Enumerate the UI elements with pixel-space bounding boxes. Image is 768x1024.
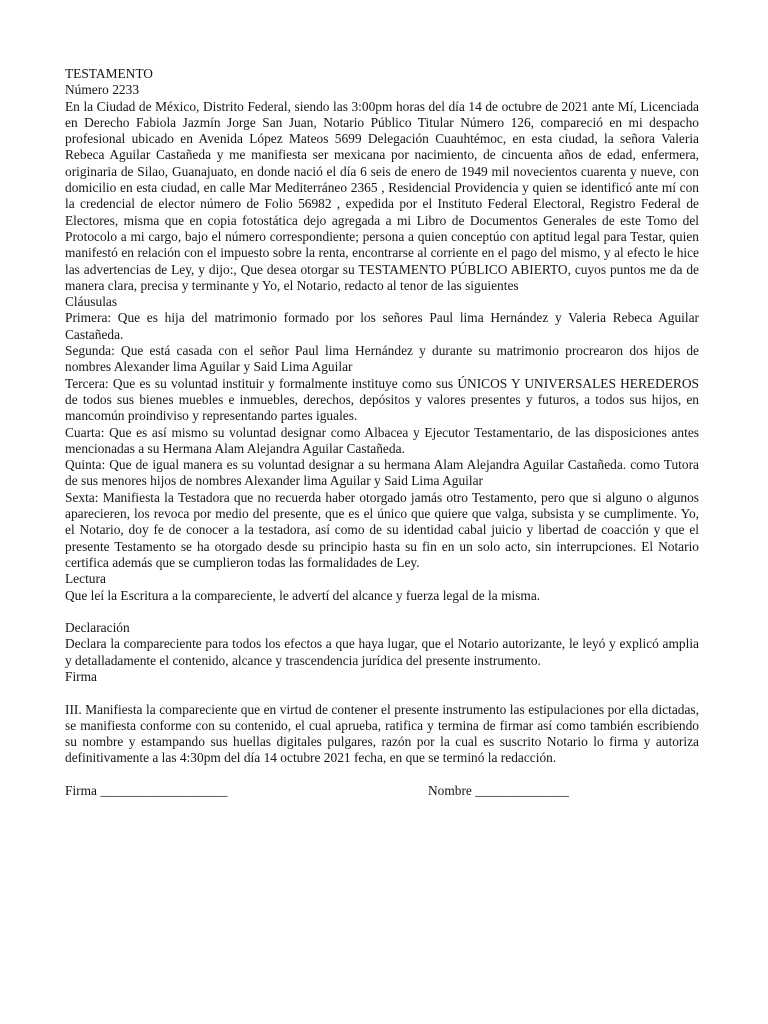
declaracion-paragraph: Declara la compareciente para todos los efectos a que haya lugar, que el Notario autorizante, le leyó y explicó amplia y detalladamente el contenido, alcance y trascendencia jurídica del presente instrumento.	[65, 636, 699, 668]
clause-segunda: Segunda: Que está casada con el señor Paul lima Hernández y durante su matrimonio procrearon dos hijos de nombres Alexander lima Aguilar y Said Lima Aguilar	[65, 343, 699, 375]
intro-paragraph: En la Ciudad de México, Distrito Federal, siendo las 3:00pm horas del día 14 de octubre de 2021 ante Mí, Licenciada en Derecho Fabiola Jazmín Jorge San Juan, Notario Público Titular Número 126, compareció en mi despacho profesional ubicado en Avenida López Mateos 5699 Delegación Cuauhtémoc, en esta ciudad, la señora Valeria Rebeca Aguilar Castañeda y me manifiesta ser mexicana por nacimiento, de cincuenta años de edad, enfermera, originaria de Silao, Guanajuato, en donde nació el día 6 seis de enero de 1949 mil novecientos cuarenta y nueve, con domicilio en esta ciudad, en calle Mar Mediterráneo 2365 , Residencial Providencia y quien se identificó ante mí con la credencial de elector número de Folio 56982 , expedida por el Instituto Federal Electoral, Registro Federal de Electores, misma que en copia fotostática dejo agregada a mi Libro de Documentos Generales de este Tomo del Protocolo a mi cargo, bajo el número correspondiente; persona a quien conceptúo con aptitud legal para Testar, quien manifestó en relación con el impuesto sobre la renta, encontrarse al corriente en el pago del mismo, y al efecto le hice las advertencias de Ley, y dijo:, Que desea otorgar su TESTAMENTO PÚBLICO ABIERTO, cuyos puntos me da de manera clara, precisa y terminante y Yo, el Notario, redacto al tenor de las siguientes	[65, 98, 699, 293]
name-line: Nombre ______________	[428, 783, 569, 799]
spacer	[65, 767, 699, 783]
clause-tercera: Tercera: Que es su voluntad instituir y formalmente instituye como sus ÚNICOS Y UNIVERSALES HEREDEROS de todos sus bienes muebles e inmuebles, derechos, depósitos y valores presentes y futuros, a todos sus hijos, en mancomún proindiviso y representando partes iguales.	[65, 375, 699, 424]
spacer	[65, 685, 699, 701]
clause-primera: Primera: Que es hija del matrimonio formado por los señores Paul lima Hernández y Valeria Rebeca Aguilar Castañeda.	[65, 310, 699, 342]
clause-sexta: Sexta: Manifiesta la Testadora que no recuerda haber otorgado jamás otro Testamento, pero que si alguno o algunos aparecieren, los revoca por medio del presente, que es el único que quiere que valga, subsista y se cumplimente. Yo, el Notario, doy fe de conocer a la testadora, así como de su identidad cabal juicio y libertad de coacción y que el presente Testamento se ha otorgado desde su principio hasta su fin en un solo acto, sin interrupciones. El Notario certifica además que se cumplieron todas las formalidades de Ley.	[65, 489, 699, 570]
document-page	[65, 66, 699, 801]
declaracion-heading: Declaración	[65, 620, 130, 636]
lectura-paragraph: Que leí la Escritura a la compareciente, le advertí del alcance y fuerza legal de la misma.	[65, 587, 541, 603]
clause-cuarta: Cuarta: Que es así mismo su voluntad designar como Albacea y Ejecutor Testamentario, de las disposiciones antes mencionadas a su Hermana Alam Alejandra Aguilar Castañeda.	[65, 424, 699, 456]
firma-heading: Firma	[65, 668, 97, 684]
signature-line: Firma ___________________	[65, 783, 228, 799]
document-number: Número 2233	[65, 82, 140, 98]
document-title: TESTAMENTO	[65, 66, 153, 81]
lectura-heading: Lectura	[65, 571, 106, 587]
signature-row	[65, 783, 699, 801]
spacer	[65, 604, 699, 620]
clause-quinta: Quinta: Que de igual manera es su voluntad designar a su hermana Alam Alejandra Aguilar Castañeda. como Tutora de sus menores hijos de nombres Alexander lima Aguilar y Said Lima Aguilar	[65, 457, 699, 489]
closing-paragraph: III. Manifiesta la compareciente que en virtud de contener el presente instrumento las estipulaciones por ella dictadas, se manifiesta conforme con su contenido, el cual aprueba, ratifica y termina de firmar así como también escribiendo su nombre y estampando sus huellas digitales pulgares, razón por la cual es suscrito Notario lo firma y autoriza definitivamente a las 4:30pm del día 14 octubre 2021 fecha, en que se terminó la redacción.	[65, 701, 699, 766]
clausulas-heading: Cláusulas	[65, 294, 118, 310]
